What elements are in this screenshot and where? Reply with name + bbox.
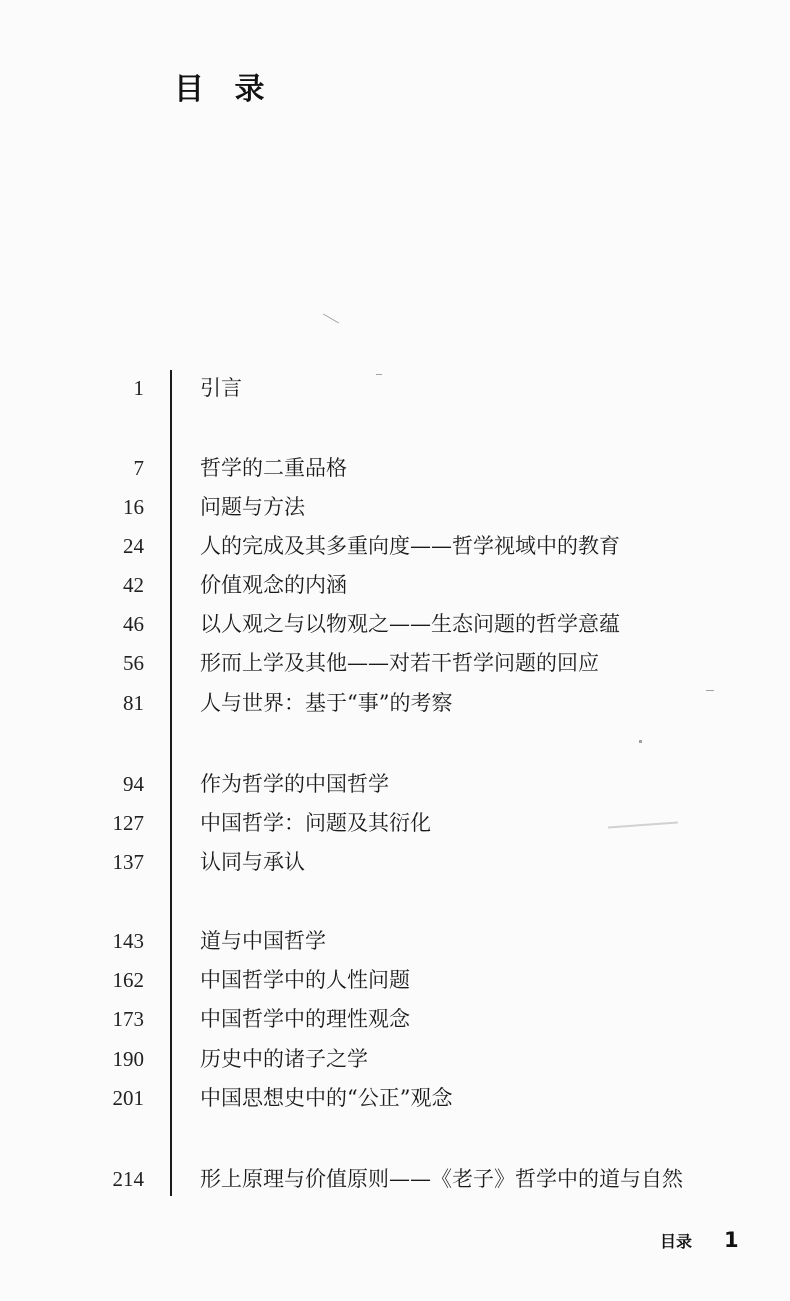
toc-entry[interactable] — [0, 923, 790, 959]
scan-speck — [706, 690, 714, 691]
toc-title: 道与中国哲学 — [200, 929, 326, 953]
page-title: 目 录 — [174, 72, 275, 107]
toc-page-number: 16 — [123, 495, 144, 519]
toc-entry[interactable] — [0, 528, 790, 564]
scan-speck — [323, 314, 339, 324]
toc-page-number: 162 — [112, 968, 144, 992]
toc-entry[interactable] — [0, 1001, 790, 1037]
toc-page-number: 143 — [112, 929, 144, 953]
toc-title: 引言 — [200, 376, 242, 400]
toc-page-number: 56 — [123, 651, 144, 675]
toc-page-number: 137 — [112, 850, 144, 874]
toc-page-number: 42 — [123, 573, 144, 597]
footer-section-label: 目录 — [660, 1232, 693, 1251]
footer-page-number: 1 — [724, 1228, 739, 1252]
toc-page-number: 201 — [112, 1086, 144, 1110]
toc-title: 价值观念的内涵 — [200, 573, 347, 597]
toc-title: 中国思想史中的“公正”观念 — [200, 1086, 453, 1110]
toc-page-number: 214 — [112, 1167, 144, 1191]
toc-entry[interactable] — [0, 567, 790, 603]
toc-title: 中国哲学中的理性观念 — [200, 1007, 410, 1031]
toc-entry[interactable] — [0, 844, 790, 880]
toc-page-number: 1 — [133, 376, 144, 400]
toc-entry[interactable] — [0, 606, 790, 642]
toc-entry[interactable] — [0, 645, 790, 681]
toc-entry[interactable] — [0, 766, 790, 802]
toc-page-number: 81 — [123, 691, 144, 715]
toc-page-number: 127 — [112, 811, 144, 835]
toc-page-number: 173 — [112, 1007, 144, 1031]
toc-page-number: 190 — [112, 1047, 144, 1071]
toc-entry[interactable] — [0, 962, 790, 998]
toc-title: 中国哲学中的人性问题 — [200, 968, 410, 992]
toc-title: 认同与承认 — [200, 850, 305, 874]
toc-title: 哲学的二重品格 — [200, 456, 347, 480]
toc-page-number: 7 — [133, 456, 144, 480]
toc-entry[interactable] — [0, 489, 790, 525]
toc-title: 中国哲学：问题及其衍化 — [200, 811, 431, 835]
toc-page-number: 24 — [123, 534, 144, 558]
toc-entry[interactable] — [0, 1041, 790, 1077]
toc-title: 形而上学及其他——对若干哲学问题的回应 — [200, 651, 599, 675]
toc-page-number: 46 — [123, 612, 144, 636]
toc-title: 作为哲学的中国哲学 — [200, 772, 389, 796]
toc-title: 以人观之与以物观之——生态问题的哲学意蕴 — [200, 612, 620, 636]
toc-title: 形上原理与价值原则——《老子》哲学中的道与自然 — [200, 1167, 683, 1191]
toc-entry[interactable] — [0, 450, 790, 486]
toc-entry[interactable] — [0, 1080, 790, 1116]
toc-title: 人的完成及其多重向度——哲学视域中的教育 — [200, 534, 620, 558]
toc-page-number: 94 — [123, 772, 144, 796]
toc-entry[interactable] — [0, 1161, 790, 1197]
scan-speck — [376, 374, 382, 375]
scan-speck — [639, 740, 642, 743]
toc-title: 人与世界：基于“事”的考察 — [200, 691, 453, 715]
toc-title: 历史中的诸子之学 — [200, 1047, 368, 1071]
toc-entry[interactable] — [0, 685, 790, 721]
toc-entry[interactable] — [0, 370, 790, 406]
toc-title: 问题与方法 — [200, 495, 305, 519]
